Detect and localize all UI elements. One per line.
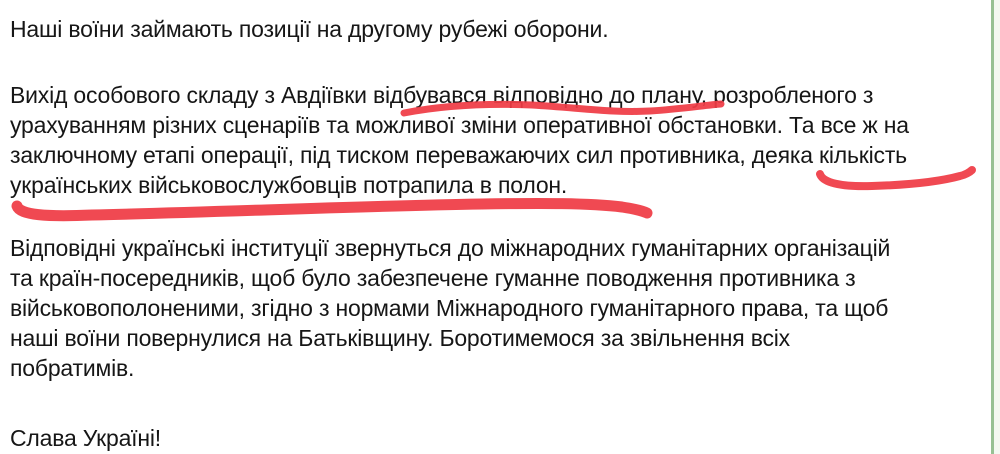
text-line: Слава Україні! bbox=[10, 425, 161, 451]
text-line: наші воїни повернулися на Батьківщину. Боротимемося за звільнення всіх bbox=[10, 325, 790, 351]
paragraph-institutions bbox=[10, 233, 986, 383]
text-line: заключному етапі операції, під тиском переважаючих сил противника, деяка кількість bbox=[10, 142, 907, 168]
text-line: військовополоненими, згідно з нормами Міжнародного гуманітарного права, та щоб bbox=[10, 295, 889, 321]
text-line: урахуванням різних сценаріїв та можливої зміни оперативної обстановки. Та все ж на bbox=[10, 112, 909, 138]
paragraph-positions bbox=[10, 14, 986, 44]
paragraph-avdiivka-withdrawal bbox=[10, 80, 986, 200]
post-text bbox=[10, 14, 986, 453]
text-line: та країн-посередників, щоб було забезпечене гуманне поводження противника з bbox=[10, 265, 856, 291]
paragraph-slava-ukraini bbox=[10, 423, 986, 453]
text-line: Наші воїни займають позиції на другому рубежі оборони. bbox=[10, 16, 609, 42]
text-line: українських військовослужбовців потрапила в полон. bbox=[10, 172, 568, 198]
text-line: Відповідні українські інституції звернуться до міжнародних гуманітарних організацій bbox=[10, 235, 891, 261]
text-line: Вихід особового складу з Авдіївки відбувався відповідно до плану, розробленого з bbox=[10, 82, 874, 108]
right-edge-background-strip bbox=[991, 0, 1000, 454]
text-line: побратимів. bbox=[10, 355, 135, 381]
